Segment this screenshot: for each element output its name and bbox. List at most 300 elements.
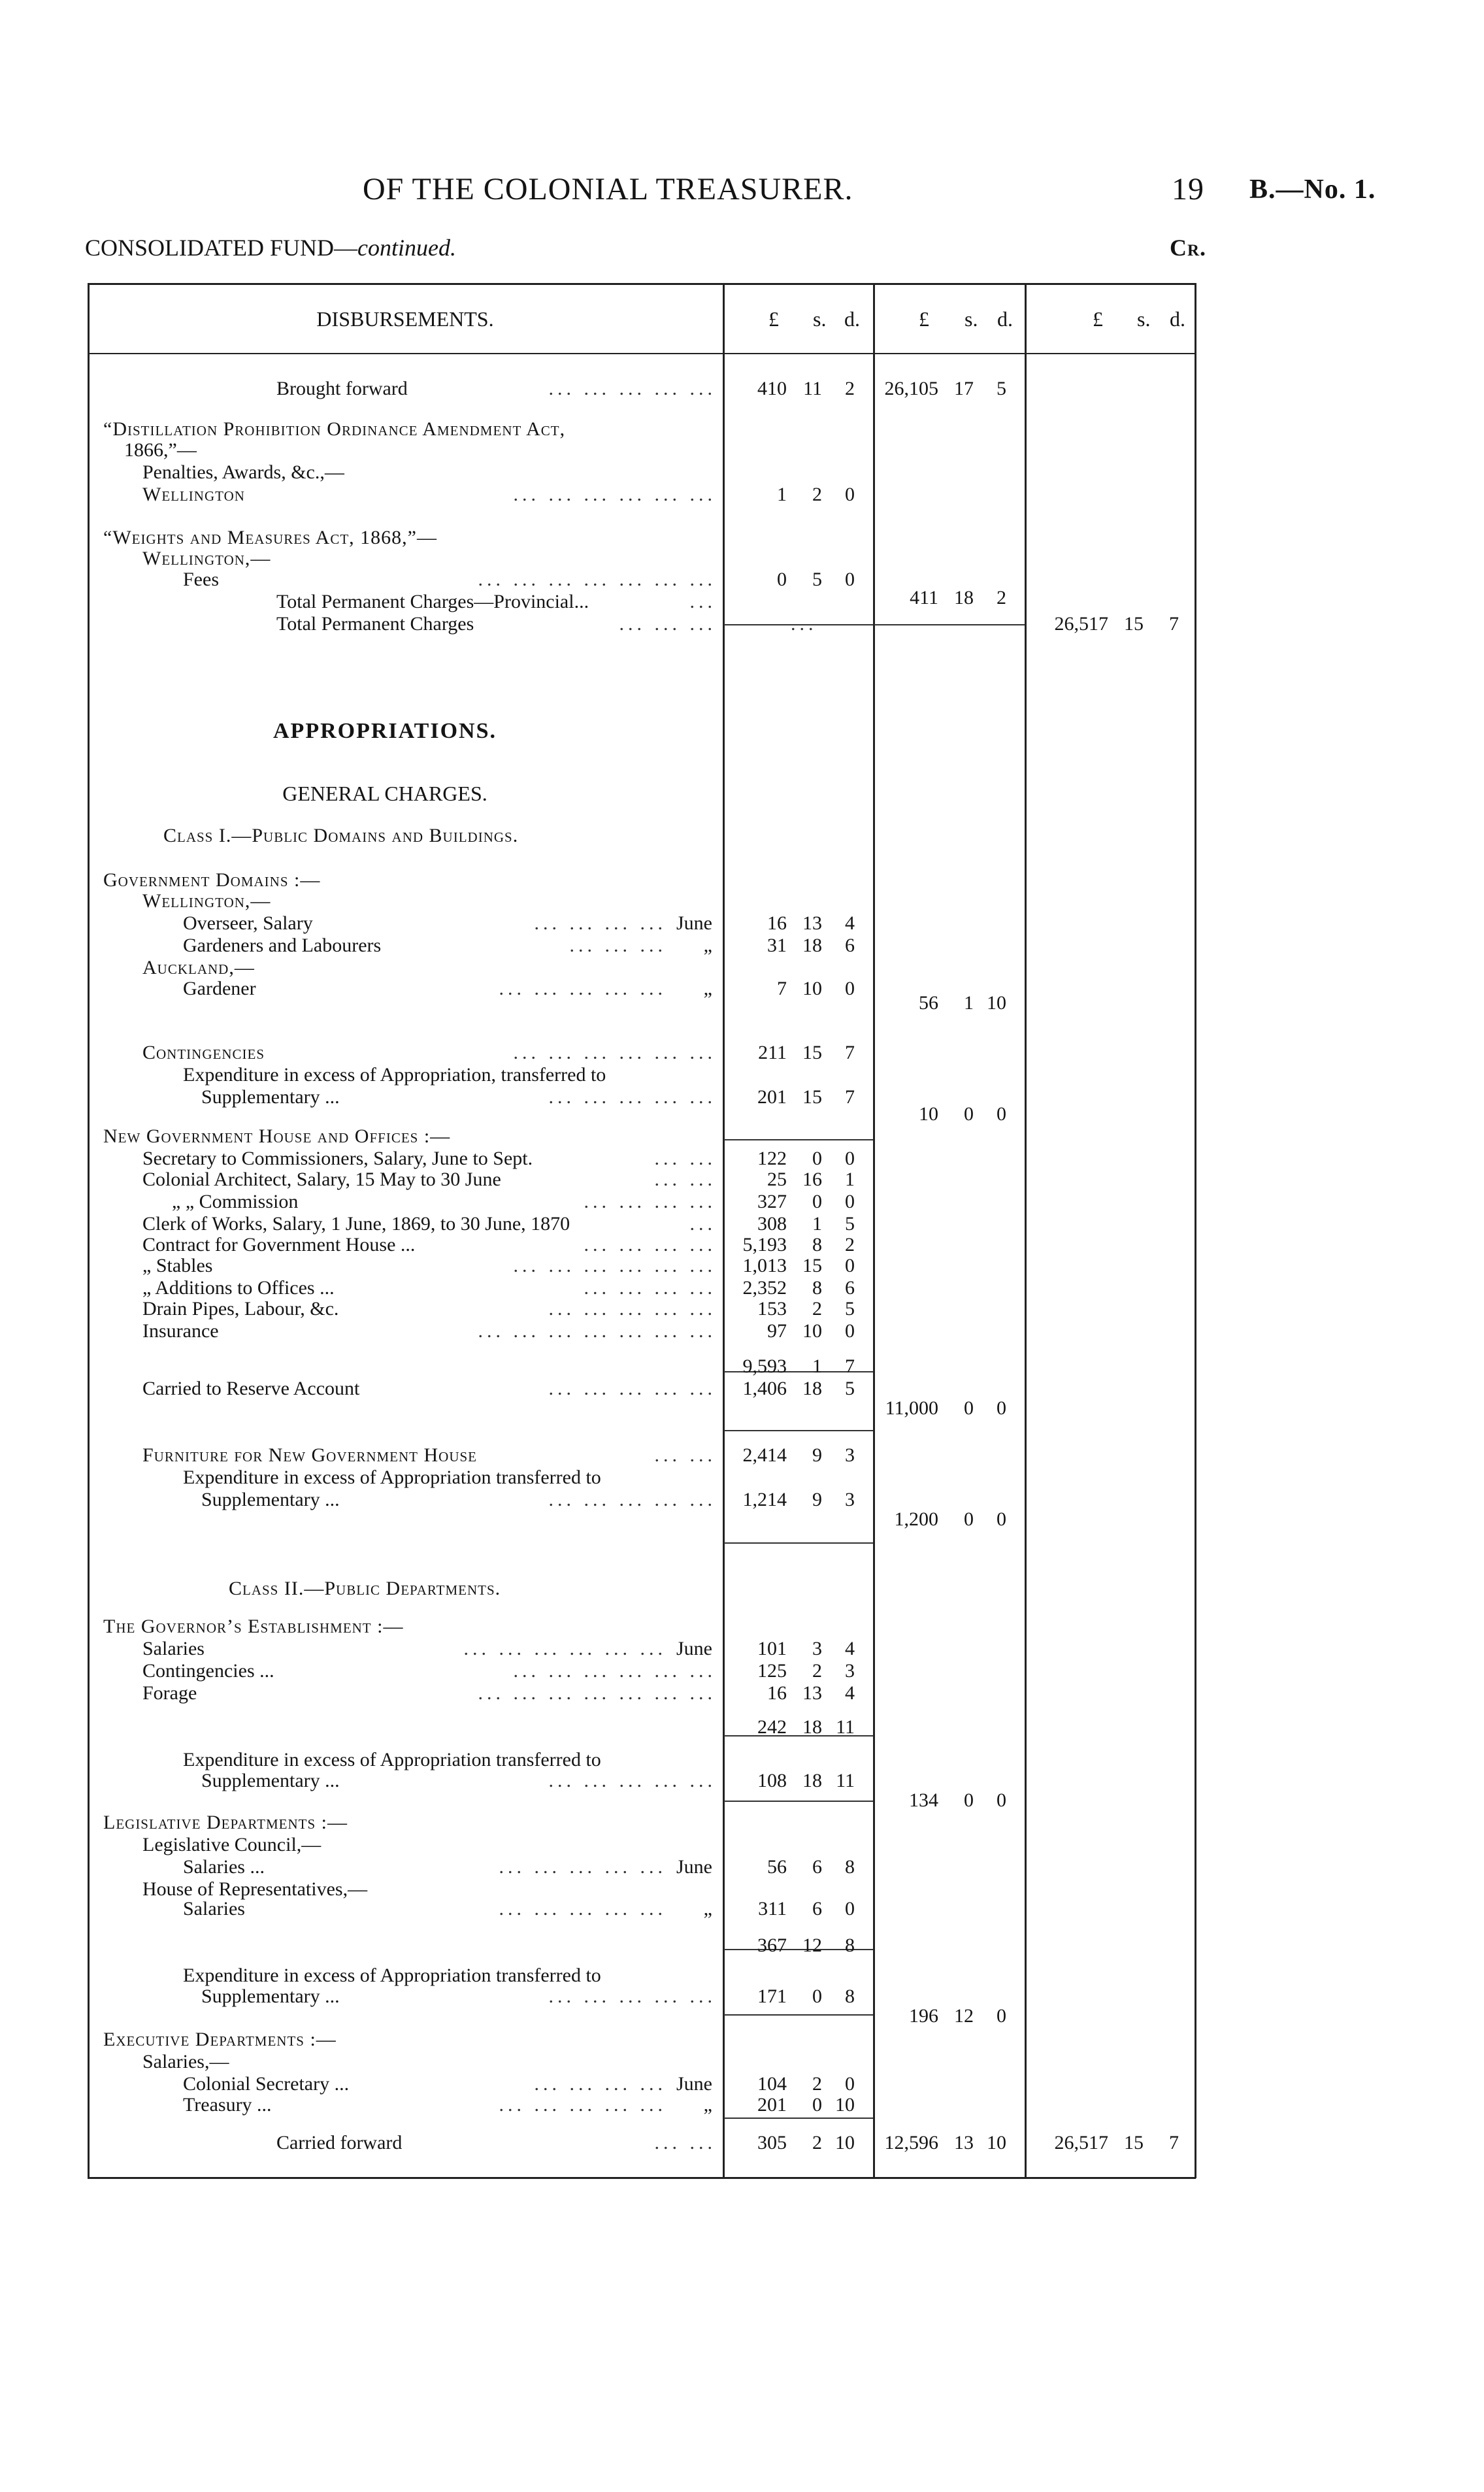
pence-label: d.	[844, 307, 860, 331]
pounds-value: 242	[757, 1716, 787, 1738]
pence-value: 11	[836, 1770, 855, 1791]
ledger-line-label: Supplementary ...	[201, 1985, 340, 2007]
table-left-border	[88, 283, 90, 2178]
pounds-value: 26,517	[1054, 2132, 1108, 2153]
amount-column-1	[723, 1148, 873, 1170]
subtotal-rule	[724, 1430, 873, 1431]
pence-value: 3	[845, 1444, 855, 1466]
shillings-value: 2	[812, 1298, 822, 1320]
shillings-value: 10	[802, 978, 822, 999]
credit-side-label: Cr.	[1170, 235, 1207, 261]
leader-dots: ... ... ... ... ... ... ...	[478, 1682, 716, 1704]
fund-continued: continued.	[357, 235, 456, 261]
ledger-line-label: Legislative Council,—	[142, 1834, 322, 1855]
ledger-line-label: Drain Pipes, Labour, &c.	[142, 1298, 339, 1320]
amount-column-1	[723, 2132, 873, 2154]
pounds-value: 122	[757, 1148, 787, 1169]
shillings-value: 11	[803, 378, 822, 399]
ledger-line-label: Supplementary ...	[201, 1086, 340, 1108]
pence-value: 10	[987, 2132, 1006, 2153]
pence-value: 3	[845, 1660, 855, 1682]
pounds-value: 410	[757, 378, 787, 399]
leader-dots: ...	[689, 591, 716, 612]
pence-value: 10	[835, 2132, 855, 2153]
class-one-heading: Class I.—Public Domains and Buildings.	[163, 825, 519, 846]
ledger-line-label: Carried forward	[276, 2132, 403, 2153]
column-header-disbursements: DISBURSEMENTS.	[316, 307, 494, 331]
leader-dots: ... ... ... ... ... ...	[513, 484, 716, 505]
pounds-value: 308	[757, 1213, 787, 1235]
pounds-value: 26,105	[884, 378, 938, 399]
amount-column-3	[1025, 613, 1195, 635]
leader-dots: ... ... ... ... ...	[499, 1856, 667, 1878]
shillings-value: 2	[812, 1660, 822, 1682]
ledger-line-label: Legislative Departments :—	[103, 1812, 348, 1833]
document-reference: B.—No. 1.	[1249, 174, 1376, 205]
appropriations-heading: APPROPRIATIONS.	[273, 719, 497, 743]
leader-dots: ... ... ... ... ...	[548, 1298, 716, 1320]
ledger-line-label: New Government House and Offices :—	[103, 1125, 451, 1147]
leader-dots: ... ... ... ... ... ...	[513, 1660, 716, 1682]
pounds-value: 201	[757, 1086, 787, 1108]
amount-column-1	[723, 1660, 873, 1682]
ledger-line-label: Auckland,—	[142, 957, 255, 978]
pounds-value: 196	[909, 2005, 938, 2027]
shillings-value: 6	[812, 1856, 822, 1878]
table-right-border	[1195, 283, 1196, 2178]
pound-label: £	[919, 307, 929, 331]
shillings-value: 0	[812, 2094, 822, 2116]
pence-value: 5	[845, 1298, 855, 1320]
leader-dots: ... ... ... ... ...	[499, 1898, 667, 1919]
pence-value: 11	[836, 1716, 855, 1738]
pence-value: 6	[845, 935, 855, 956]
shillings-value: 0	[812, 1148, 822, 1169]
ledger-line-label: Clerk of Works, Salary, 1 June, 1869, to 30 June, 1870	[142, 1213, 570, 1235]
amount-column-1	[723, 1489, 873, 1511]
subtotal-rule	[724, 1801, 873, 1802]
ledger-line-label: Expenditure in excess of Appropriation transferred to	[183, 1749, 601, 1770]
pounds-value: 11,000	[885, 1397, 938, 1419]
shillings-value: 15	[802, 1042, 822, 1063]
subtotal-rule	[724, 2014, 873, 2016]
amount-column-1	[723, 2094, 873, 2116]
ledger-line-label: Total Permanent Charges—Provincial...	[276, 591, 589, 612]
pence-value: 0	[997, 1508, 1006, 1530]
shillings-value: 2	[812, 2132, 822, 2153]
pounds-value: 56	[767, 1856, 787, 1878]
ledger-line-label: Gardener	[183, 978, 256, 999]
shillings-value: 18	[802, 935, 822, 956]
pence-value: 4	[845, 1638, 855, 1659]
ledger-line-label: Gardeners and Labourers	[183, 935, 382, 956]
pounds-value: 31	[767, 935, 787, 956]
amount-column-1	[723, 1169, 873, 1191]
shillings-value: 6	[812, 1898, 822, 1919]
header-rule	[88, 353, 1196, 354]
shillings-value: 12	[954, 2005, 974, 2027]
fund-name: CONSOLIDATED FUND—	[85, 235, 358, 261]
pounds-value: 97	[767, 1320, 787, 1342]
ledger-line-label: Expenditure in excess of Appropriation, transferred to	[183, 1064, 606, 1086]
shillings-value: 15	[802, 1086, 822, 1108]
shilling-label: s.	[813, 307, 827, 331]
amount-column-1	[723, 1355, 873, 1378]
shillings-value: 13	[802, 912, 822, 934]
page-title: OF THE COLONIAL TREASURER.	[363, 172, 853, 207]
pence-value: 4	[845, 912, 855, 934]
leader-dots: ... ... ... ... ... ... ...	[478, 569, 716, 590]
pence-value: 0	[845, 1320, 855, 1342]
shillings-value: 8	[812, 1234, 822, 1255]
leader-dots: ... ... ...	[619, 613, 716, 635]
pence-value: 0	[997, 1789, 1006, 1811]
pounds-value: 5,193	[742, 1234, 787, 1255]
pounds-value: 1,200	[894, 1508, 938, 1530]
pounds-value: 1,214	[742, 1489, 787, 1510]
pounds-value: 25	[767, 1169, 787, 1190]
shillings-value: 1	[964, 992, 974, 1014]
ledger-line-label: Salaries	[183, 1898, 245, 1919]
pounds-value: 153	[757, 1298, 787, 1320]
ledger-line-label: Contract for Government House ...	[142, 1234, 416, 1255]
leader-dots: ... ...	[654, 1169, 716, 1190]
ledger-line-label: House of Representatives,—	[142, 1878, 368, 1900]
ledger-line-label: Secretary to Commissioners, Salary, June to Sept.	[142, 1148, 533, 1169]
pence-value: 0	[845, 1898, 855, 1919]
general-charges-heading: GENERAL CHARGES.	[282, 782, 487, 805]
amount-column-1	[723, 1213, 873, 1235]
shillings-value: 18	[802, 1378, 822, 1399]
ledger-line-label: Furniture for New Government House	[142, 1444, 478, 1466]
table-top-border	[88, 283, 1196, 285]
amount-column-1	[723, 1042, 873, 1064]
pence-value: 0	[845, 484, 855, 505]
leader-dots: ... ... ... ... ...	[548, 1378, 716, 1399]
shillings-value: 12	[802, 1935, 822, 1956]
leader-dots: ... ... ... ... ...	[548, 1489, 716, 1510]
pence-value: 3	[845, 1489, 855, 1510]
shillings-value: 16	[802, 1169, 822, 1190]
ledger-line-label: Treasury ...	[183, 2094, 272, 2116]
shillings-value: 9	[812, 1444, 822, 1466]
pounds-value: 201	[757, 2094, 787, 2116]
leader-dots: ... ... ... ... ...	[548, 1985, 716, 2007]
shilling-label: s.	[965, 307, 978, 331]
pounds-value: 211	[758, 1042, 787, 1063]
ledger-line-label: „ Stables	[142, 1255, 213, 1276]
pence-value: 0	[845, 569, 855, 590]
pence-value: 0	[997, 1103, 1006, 1125]
amount-column-1	[723, 1935, 873, 1957]
leader-dots: ... ...	[654, 1444, 716, 1466]
leader-dots: ... ... ... ...	[534, 2073, 667, 2095]
shillings-value: 15	[802, 1255, 822, 1276]
amount-column-1	[723, 1444, 873, 1467]
pounds-value: 134	[909, 1789, 938, 1811]
shillings-value: 0	[812, 1191, 822, 1212]
pounds-value: 411	[910, 587, 938, 608]
class-two-heading: Class II.—Public Departments.	[229, 1578, 501, 1599]
ledger-line-label: Fees	[183, 569, 219, 590]
leader-dots: ... ... ... ... ... ...	[513, 1255, 716, 1276]
amount-column-1	[723, 1856, 873, 1878]
shilling-label: s.	[1137, 307, 1151, 331]
pence-label: d.	[997, 307, 1013, 331]
column-divider-3	[1025, 283, 1027, 2178]
amount-column-2	[873, 1789, 1025, 1812]
shillings-value: 10	[802, 1320, 822, 1342]
ledger-line-label: Brought forward	[276, 378, 408, 399]
amount-column-1	[723, 1320, 873, 1342]
subtotal-rule	[724, 1542, 873, 1544]
pounds-value: 56	[919, 992, 938, 1014]
pounds-value: 1	[777, 484, 787, 505]
ledger-line-label: „ „ Commission	[172, 1191, 299, 1212]
pence-value: 5	[845, 1213, 855, 1235]
pounds-value: 104	[757, 2073, 787, 2095]
pounds-value: 108	[757, 1770, 787, 1791]
ledger-line-label: The Governor’s Establishment :—	[103, 1616, 404, 1637]
leader-dots: ... ... ... ... ... ... ...	[478, 1320, 716, 1342]
ledger-line-label: Colonial Secretary ...	[183, 2073, 350, 2095]
pence-value: 8	[845, 1856, 855, 1878]
shillings-value: 2	[812, 2073, 822, 2095]
ledger-line-label: Executive Departments :—	[103, 2029, 337, 2050]
pence-value: 7	[1169, 613, 1179, 635]
shillings-value: 15	[1124, 613, 1144, 635]
amount-column-1	[723, 1298, 873, 1320]
period-mark: June	[676, 2073, 712, 2095]
pound-label: £	[1093, 307, 1103, 331]
pence-value: 10	[835, 2094, 855, 2116]
ledger-line-label: Government Domains :—	[103, 869, 321, 891]
amount-column-1	[723, 1638, 873, 1660]
leader-dots: ... ...	[654, 2132, 716, 2153]
pounds-value: 9,593	[742, 1355, 787, 1377]
ledger-line-label: Expenditure in excess of Appropriation transferred to	[183, 1467, 601, 1488]
pence-value: 0	[845, 978, 855, 999]
pence-value: 0	[845, 1191, 855, 1212]
shillings-value: 1	[812, 1213, 822, 1235]
shillings-value: 17	[954, 378, 974, 399]
pence-value: 2	[845, 378, 855, 399]
subtotal-rule	[874, 624, 1025, 625]
pence-value: 5	[997, 378, 1006, 399]
pounds-value: 125	[757, 1660, 787, 1682]
pound-label: £	[768, 307, 779, 331]
amount-column-2	[873, 2005, 1025, 2027]
pounds-value: 2,352	[742, 1277, 787, 1299]
shillings-value: 0	[812, 1985, 822, 2007]
amount-column-2	[873, 1397, 1025, 1420]
amount-column-1	[723, 1191, 873, 1213]
ledger-line-label: Forage	[142, 1682, 197, 1704]
shillings-value: 18	[802, 1770, 822, 1791]
leader-dots: ... ...	[654, 1148, 716, 1169]
amount-column-1	[723, 1985, 873, 2008]
ledger-line-label: Wellington,—	[142, 890, 271, 912]
ledger-line-label: Overseer, Salary	[183, 912, 313, 934]
amount-column-1	[723, 484, 873, 506]
pounds-value: 367	[757, 1935, 787, 1956]
shillings-value: 0	[964, 1789, 974, 1811]
shillings-value: 8	[812, 1277, 822, 1299]
subtotal-rule	[724, 2118, 873, 2119]
amount-column-1	[723, 1255, 873, 1277]
pounds-value: 0	[777, 569, 787, 590]
pounds-value: 1,406	[742, 1378, 787, 1399]
leader-dots: ...	[791, 613, 817, 635]
period-mark: June	[676, 912, 712, 934]
pence-value: 8	[845, 1935, 855, 1956]
shillings-value: 18	[954, 587, 974, 608]
ledger-line-label: Contingencies	[142, 1042, 265, 1063]
ledger-line-label: Supplementary ...	[201, 1770, 340, 1791]
pence-value: 0	[845, 2073, 855, 2095]
pounds-value: 171	[757, 1985, 787, 2007]
pence-value: 2	[997, 587, 1006, 608]
pounds-value: 1,013	[742, 1255, 787, 1276]
amount-column-1	[723, 378, 873, 400]
pounds-value: 7	[777, 978, 787, 999]
pence-value: 1	[845, 1169, 855, 1190]
shillings-value: 1	[812, 1355, 822, 1377]
ledger-line-label: “Distillation Prohibition Ordinance Amendment Act,	[103, 418, 566, 440]
pence-value: 2	[845, 1234, 855, 1255]
pence-value: 0	[997, 1397, 1006, 1419]
amount-column-1	[723, 935, 873, 957]
leader-dots: ... ... ... ...	[584, 1277, 716, 1299]
pence-value: 7	[845, 1355, 855, 1377]
leader-dots: ...	[689, 1213, 716, 1235]
amount-column-1	[723, 1716, 873, 1738]
amount-column-1	[723, 1898, 873, 1920]
page-number: 19	[1172, 172, 1204, 207]
ledger-line-label: Wellington	[142, 484, 245, 505]
ledger-line-label: „ Additions to Offices ...	[142, 1277, 335, 1299]
pounds-value: 26,517	[1054, 613, 1108, 635]
amount-column-1	[723, 1234, 873, 1256]
pounds-value: 311	[758, 1898, 787, 1919]
shillings-value: 18	[802, 1716, 822, 1738]
shillings-value: 13	[802, 1682, 822, 1704]
shillings-value: 0	[964, 1103, 974, 1125]
amount-column-1	[723, 569, 873, 591]
pounds-value: 10	[919, 1103, 938, 1125]
pence-value: 10	[987, 992, 1006, 1014]
pence-value: 7	[845, 1042, 855, 1063]
column-divider-2	[873, 283, 875, 2178]
shillings-value: 15	[1124, 2132, 1144, 2153]
ledger-line-label: Salaries,—	[142, 2051, 229, 2072]
ledger-line-label: Insurance	[142, 1320, 219, 1342]
pounds-value: 327	[757, 1191, 787, 1212]
shillings-value: 13	[954, 2132, 974, 2153]
amount-column-1	[723, 912, 873, 935]
ledger-line-label: Wellington,—	[142, 548, 271, 569]
amount-column-1	[723, 1682, 873, 1704]
ledger-line-label: Salaries ...	[183, 1856, 265, 1878]
amount-column-1	[723, 1770, 873, 1792]
period-mark: „	[703, 935, 712, 956]
amount-column-3	[1025, 2132, 1195, 2154]
pence-value: 0	[997, 2005, 1006, 2027]
ledger-line-label: Contingencies ...	[142, 1660, 274, 1682]
amount-column-2	[873, 2132, 1025, 2154]
pence-value: 4	[845, 1682, 855, 1704]
ledger-line-label: Supplementary ...	[201, 1489, 340, 1510]
period-mark: „	[703, 978, 712, 999]
pence-label: d.	[1170, 307, 1185, 331]
pounds-value: 101	[757, 1638, 787, 1659]
period-mark: „	[703, 1898, 712, 1919]
pence-value: 0	[845, 1148, 855, 1169]
period-mark: June	[676, 1856, 712, 1878]
ledger-line-label: Colonial Architect, Salary, 15 May to 30 June	[142, 1169, 501, 1190]
ledger-line-label: Expenditure in excess of Appropriation transferred to	[183, 1965, 601, 1986]
leader-dots: ... ... ...	[569, 935, 667, 956]
amount-column-2	[873, 1508, 1025, 1531]
leader-dots: ... ... ... ...	[584, 1191, 716, 1212]
shillings-value: 9	[812, 1489, 822, 1510]
pence-value: 7	[1169, 2132, 1179, 2153]
ledger-line-label: “Weights and Measures Act, 1868,”—	[103, 527, 437, 548]
leader-dots: ... ... ... ... ...	[548, 1086, 716, 1108]
leader-dots: ... ... ... ...	[534, 912, 667, 934]
amount-column-2	[873, 992, 1025, 1014]
pounds-value: 305	[757, 2132, 787, 2153]
ledger-line-label: Carried to Reserve Account	[142, 1378, 360, 1399]
amount-column-1	[723, 1277, 873, 1299]
pounds-value: 12,596	[884, 2132, 938, 2153]
fund-heading	[85, 234, 456, 261]
amount-column-1	[723, 1378, 873, 1400]
pounds-value: 16	[767, 1682, 787, 1704]
amount-column-2	[873, 1103, 1025, 1125]
table-bottom-border	[88, 2177, 1196, 2179]
amount-column-2	[873, 378, 1025, 400]
amount-column-1	[723, 1086, 873, 1108]
leader-dots: ... ... ... ...	[584, 1234, 716, 1255]
pence-value: 6	[845, 1277, 855, 1299]
leader-dots: ... ... ... ... ...	[548, 378, 716, 399]
pence-value: 8	[845, 1985, 855, 2007]
pounds-value: 16	[767, 912, 787, 934]
ledger-line-label: Total Permanent Charges	[276, 613, 474, 635]
shillings-value: 2	[812, 484, 822, 505]
shillings-value: 0	[964, 1508, 974, 1530]
period-mark: June	[676, 1638, 712, 1659]
ledger-line-label: Salaries	[142, 1638, 205, 1659]
pence-value: 5	[845, 1378, 855, 1399]
leader-dots: ... ... ... ... ... ...	[513, 1042, 716, 1063]
ledger-line-label: Penalties, Awards, &c.,—	[142, 461, 344, 483]
subtotal-rule	[724, 1139, 873, 1140]
leader-dots: ... ... ... ... ... ...	[463, 1638, 667, 1659]
amount-column-2	[873, 587, 1025, 609]
ledger-line-label: 1866,”—	[124, 439, 197, 461]
amount-column-1	[723, 2073, 873, 2095]
shillings-value: 3	[812, 1638, 822, 1659]
leader-dots: ... ... ... ... ...	[548, 1770, 716, 1791]
amount-column-1	[723, 978, 873, 1000]
shillings-value: 0	[964, 1397, 974, 1419]
pence-value: 0	[845, 1255, 855, 1276]
pence-value: 7	[845, 1086, 855, 1108]
leader-dots: ... ... ... ... ...	[499, 2094, 667, 2116]
shillings-value: 5	[812, 569, 822, 590]
